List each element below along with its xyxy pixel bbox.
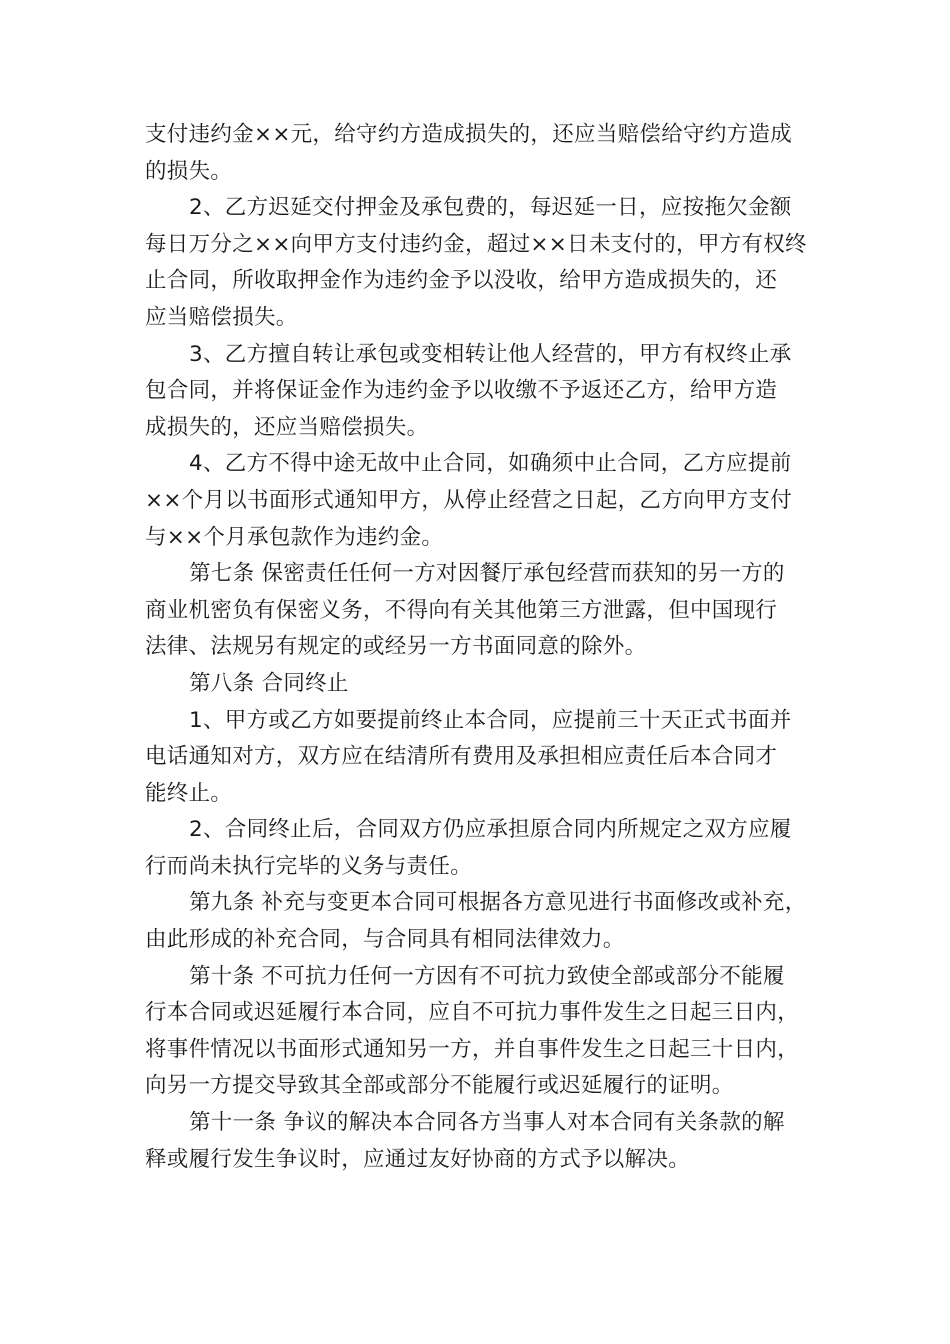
text-line: 商业机密负有保密义务，不得向有关其他第三方泄露，但中国现行 — [145, 597, 778, 623]
text-line: 释或履行发生争议时，应通过友好协商的方式予以解决。 — [145, 1146, 691, 1172]
text-line: 第七条 保密责任任何一方对因餐厅承包经营而获知的另一方的 — [189, 561, 785, 587]
text-line: 支付违约金××元，给守约方造成损失的，还应当赔偿给守约方造成 — [145, 122, 793, 147]
text-line: 成损失的，还应当赔偿损失。 — [145, 414, 429, 440]
text-line: 4、乙方不得中途无故中止合同，如确须中止合同，乙方应提前 — [189, 451, 792, 477]
text-line: 2、乙方迟延交付押金及承包费的，每迟延一日，应按拖欠金额 — [189, 195, 792, 221]
text-line: 向另一方提交导致其全部或部分不能履行或迟延履行的证明。 — [145, 1073, 734, 1099]
text-line: 由此形成的补充合同，与合同具有相同法律效力。 — [145, 927, 625, 953]
text-line: 的损失。 — [145, 158, 233, 184]
text-line: 止合同，所收取押金作为违约金予以没收，给甲方造成损失的，还 — [145, 268, 778, 294]
text-line: 与××个月承包款作为违约金。 — [145, 524, 444, 550]
text-line: 将事件情况以书面形式通知另一方，并自事件发生之日起三十日内， — [145, 1036, 800, 1062]
text-line: 法律、法规另有规定的或经另一方书面同意的除外。 — [145, 634, 647, 660]
document-body — [145, 117, 810, 1178]
text-line: 行而尚未执行完毕的义务与责任。 — [145, 853, 473, 879]
text-line: 包合同，并将保证金作为违约金予以收缴不予返还乙方，给甲方造 — [145, 378, 778, 404]
section-heading: 第八条 合同终止 — [189, 670, 349, 696]
text-line: 3、乙方擅自转让承包或变相转让他人经营的，甲方有权终止承 — [189, 341, 792, 367]
text-line: 行本合同或迟延履行本合同，应自不可抗力事件发生之日起三日内， — [145, 1000, 800, 1026]
text-line: 电话通知对方，双方应在结清所有费用及承担相应责任后本合同才 — [145, 744, 778, 770]
text-line: 第九条 补充与变更本合同可根据各方意见进行书面修改或补充， — [189, 890, 807, 916]
text-line: 能终止。 — [145, 780, 233, 806]
text-line: ××个月以书面形式通知甲方，从停止经营之日起，乙方向甲方支付 — [145, 487, 793, 513]
text-line: 第十条 不可抗力任何一方因有不可抗力致使全部或部分不能履 — [189, 963, 785, 989]
text-line: 2、合同终止后，合同双方仍应承担原合同内所规定之双方应履 — [189, 817, 792, 843]
text-line: 第十一条 争议的解决本合同各方当事人对本合同有关条款的解 — [189, 1110, 785, 1136]
text-line: 每日万分之××向甲方支付违约金，超过××日未支付的，甲方有权终 — [145, 231, 807, 257]
text-line: 应当赔偿损失。 — [145, 304, 298, 330]
text-line: 1、甲方或乙方如要提前终止本合同，应提前三十天正式书面并 — [189, 707, 792, 733]
